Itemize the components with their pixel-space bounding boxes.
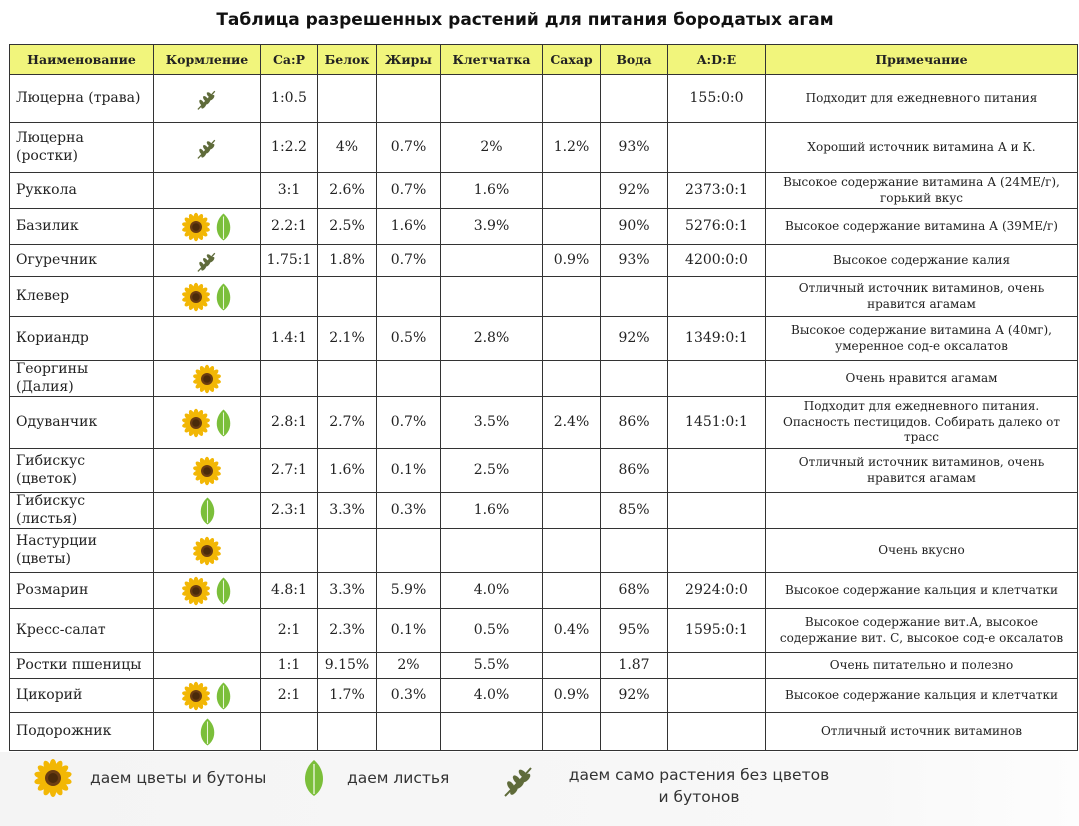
table-row <box>10 397 1078 449</box>
cell-ade <box>668 277 766 317</box>
cell-water: 92% <box>601 317 668 361</box>
cell-cap <box>261 361 318 397</box>
cell-protein <box>318 75 377 123</box>
cell-feeding <box>154 361 261 397</box>
cell-name: Люцерна (ростки) <box>10 123 154 173</box>
leaf-icon <box>212 218 235 234</box>
leaf-icon <box>212 687 235 703</box>
cell-water: 85% <box>601 493 668 529</box>
cell-water: 90% <box>601 209 668 245</box>
cell-fiber: 1.6% <box>441 493 543 529</box>
cell-water <box>601 361 668 397</box>
sunflower-icon <box>180 582 212 598</box>
cell-note: Высокое содержание витамина А (39МЕ/г) <box>766 209 1078 245</box>
table-row <box>10 209 1078 245</box>
cell-note: Высокое содержание витамина А (40мг), умеренное сод-е оксалатов <box>766 317 1078 361</box>
sprig-icon <box>193 139 221 155</box>
cell-protein <box>318 713 377 751</box>
cell-fiber: 2.5% <box>441 449 543 493</box>
sprig-icon <box>193 252 221 268</box>
cell-note: Подходит для ежедневного питания. Опасность пестицидов. Собирать далеко от трасс <box>766 397 1078 449</box>
cell-fat: 0.3% <box>377 679 441 713</box>
cell-cap: 1:1 <box>261 653 318 679</box>
cell-fiber: 2.8% <box>441 317 543 361</box>
cell-feeding <box>154 713 261 751</box>
header-name: Наименование <box>10 45 154 75</box>
cell-ade <box>668 529 766 573</box>
cell-ade <box>668 653 766 679</box>
cell-fiber: 3.5% <box>441 397 543 449</box>
sunflower-icon <box>180 218 212 234</box>
cell-note <box>766 493 1078 529</box>
cell-cap: 1.4:1 <box>261 317 318 361</box>
cell-feeding <box>154 609 261 653</box>
cell-name: Кориандр <box>10 317 154 361</box>
table-row <box>10 609 1078 653</box>
header-fiber: Клетчатка <box>441 45 543 75</box>
cell-protein: 2.7% <box>318 397 377 449</box>
cell-ade: 1451:0:1 <box>668 397 766 449</box>
cell-fiber: 1.6% <box>441 173 543 209</box>
cell-fiber: 3.9% <box>441 209 543 245</box>
table-row <box>10 679 1078 713</box>
sunflower-icon <box>191 370 223 386</box>
cell-fat: 0.5% <box>377 317 441 361</box>
cell-cap <box>261 529 318 573</box>
cell-feeding <box>154 653 261 679</box>
cell-feeding <box>154 449 261 493</box>
cell-sugar <box>543 493 601 529</box>
cell-ade: 1349:0:1 <box>668 317 766 361</box>
cell-sugar <box>543 361 601 397</box>
cell-fat: 0.1% <box>377 609 441 653</box>
cell-note: Высокое содержание калия <box>766 245 1078 277</box>
cell-cap: 2.3:1 <box>261 493 318 529</box>
cell-water: 86% <box>601 397 668 449</box>
cell-name: Розмарин <box>10 573 154 609</box>
cell-ade: 2924:0:0 <box>668 573 766 609</box>
cell-water <box>601 277 668 317</box>
cell-fat <box>377 713 441 751</box>
cell-water: 92% <box>601 679 668 713</box>
cell-water <box>601 75 668 123</box>
cell-ade <box>668 713 766 751</box>
sunflower-icon <box>32 758 74 798</box>
cell-sugar: 0.4% <box>543 609 601 653</box>
page-title: Таблица разрешенных растений для питания бородатых агам <box>216 10 834 30</box>
cell-feeding <box>154 209 261 245</box>
cell-fat: 0.7% <box>377 245 441 277</box>
cell-fiber <box>441 529 543 573</box>
cell-note: Высокое содержание кальция и клетчатки <box>766 573 1078 609</box>
sunflower-icon <box>180 288 212 304</box>
cell-note: Высокое содержание вит.А, высокое содержание вит. С, высокое сод-е оксалатов <box>766 609 1078 653</box>
cell-fiber: 4.0% <box>441 679 543 713</box>
sunflower-icon <box>180 414 212 430</box>
cell-fat <box>377 277 441 317</box>
cell-cap <box>261 277 318 317</box>
cell-fat <box>377 361 441 397</box>
cell-feeding <box>154 317 261 361</box>
cell-sugar: 0.9% <box>543 245 601 277</box>
cell-feeding <box>154 123 261 173</box>
cell-feeding <box>154 173 261 209</box>
sunflower-icon <box>180 687 212 703</box>
cell-fat: 1.6% <box>377 209 441 245</box>
cell-ade: 155:0:0 <box>668 75 766 123</box>
table-row <box>10 245 1078 277</box>
legend-plant <box>498 760 834 809</box>
table-row <box>10 173 1078 209</box>
cell-fiber <box>441 245 543 277</box>
cell-cap: 1:2.2 <box>261 123 318 173</box>
cell-note: Подходит для ежедневного питания <box>766 75 1078 123</box>
header-note: Примечание <box>766 45 1078 75</box>
table-row <box>10 361 1078 397</box>
cell-feeding <box>154 529 261 573</box>
table-row <box>10 653 1078 679</box>
cell-ade: 5276:0:1 <box>668 209 766 245</box>
cell-ade: 1595:0:1 <box>668 609 766 653</box>
legend-flower-label: даем цветы и бутоны <box>90 768 267 787</box>
cell-water <box>601 529 668 573</box>
cell-note: Отличный источник витаминов, очень нравится агамам <box>766 449 1078 493</box>
cell-feeding <box>154 679 261 713</box>
cell-ade: 2373:0:1 <box>668 173 766 209</box>
cell-fat: 2% <box>377 653 441 679</box>
cell-note: Хороший источник витамина А и К. <box>766 123 1078 173</box>
cell-sugar <box>543 573 601 609</box>
cell-protein <box>318 361 377 397</box>
cell-ade <box>668 679 766 713</box>
cell-sugar <box>543 277 601 317</box>
cell-fat <box>377 529 441 573</box>
cell-protein: 1.6% <box>318 449 377 493</box>
header-sugar: Сахар <box>543 45 601 75</box>
cell-cap: 2:1 <box>261 679 318 713</box>
cell-name: Люцерна (трава) <box>10 75 154 123</box>
cell-fat: 0.7% <box>377 123 441 173</box>
legend-leaf-label: даем листья <box>347 768 450 787</box>
cell-protein: 4% <box>318 123 377 173</box>
cell-fiber <box>441 713 543 751</box>
table-row <box>10 317 1078 361</box>
cell-note: Высокое содержание витамина А (24МЕ/г), горький вкус <box>766 173 1078 209</box>
table-row <box>10 449 1078 493</box>
leaf-icon <box>212 414 235 430</box>
leaf-icon <box>196 723 219 739</box>
cell-protein: 2.3% <box>318 609 377 653</box>
table-row <box>10 573 1078 609</box>
cell-ade <box>668 361 766 397</box>
cell-name: Цикорий <box>10 679 154 713</box>
cell-feeding <box>154 245 261 277</box>
cell-feeding <box>154 75 261 123</box>
cell-cap: 2.7:1 <box>261 449 318 493</box>
header-protein: Белок <box>318 45 377 75</box>
cell-cap: 2.8:1 <box>261 397 318 449</box>
cell-fiber <box>441 361 543 397</box>
cell-name: Гибискус (листья) <box>10 493 154 529</box>
cell-protein <box>318 529 377 573</box>
cell-protein: 2.5% <box>318 209 377 245</box>
leaf-icon <box>212 582 235 598</box>
cell-name: Настурции (цветы) <box>10 529 154 573</box>
cell-feeding <box>154 573 261 609</box>
cell-cap: 2.2:1 <box>261 209 318 245</box>
legend-plant-label: даем само растения без цветов и бутонов <box>568 766 830 807</box>
cell-feeding <box>154 397 261 449</box>
cell-sugar: 2.4% <box>543 397 601 449</box>
cell-cap: 3:1 <box>261 173 318 209</box>
cell-protein: 1.8% <box>318 245 377 277</box>
cell-protein: 1.7% <box>318 679 377 713</box>
cell-fat: 0.1% <box>377 449 441 493</box>
sunflower-icon <box>191 462 223 478</box>
table-row <box>10 713 1078 751</box>
cell-fiber <box>441 75 543 123</box>
cell-fiber: 0.5% <box>441 609 543 653</box>
cell-sugar: 0.9% <box>543 679 601 713</box>
leaf-icon <box>196 502 219 518</box>
cell-name: Одуванчик <box>10 397 154 449</box>
cell-fiber: 2% <box>441 123 543 173</box>
cell-water: 92% <box>601 173 668 209</box>
cell-feeding <box>154 493 261 529</box>
cell-name: Подорожник <box>10 713 154 751</box>
header-water: Вода <box>601 45 668 75</box>
cell-cap: 2:1 <box>261 609 318 653</box>
cell-sugar <box>543 529 601 573</box>
cell-sugar <box>543 449 601 493</box>
cell-fiber: 5.5% <box>441 653 543 679</box>
cell-protein <box>318 277 377 317</box>
cell-fat: 0.7% <box>377 173 441 209</box>
cell-fat: 0.7% <box>377 397 441 449</box>
cell-sugar <box>543 317 601 361</box>
cell-protein: 2.1% <box>318 317 377 361</box>
cell-sugar <box>543 653 601 679</box>
plants-table <box>9 44 1078 751</box>
cell-water: 93% <box>601 245 668 277</box>
header-feeding: Кормление <box>154 45 261 75</box>
cell-sugar <box>543 173 601 209</box>
legend-flower <box>32 758 266 798</box>
cell-water: 86% <box>601 449 668 493</box>
cell-fat: 0.3% <box>377 493 441 529</box>
cell-note: Отличный источник витаминов <box>766 713 1078 751</box>
cell-ade <box>668 449 766 493</box>
cell-name: Ростки пшеницы <box>10 653 154 679</box>
cell-note: Очень питательно и полезно <box>766 653 1078 679</box>
cell-name: Руккола <box>10 173 154 209</box>
cell-cap: 1.75:1 <box>261 245 318 277</box>
cell-water: 1.87 <box>601 653 668 679</box>
cell-water: 95% <box>601 609 668 653</box>
legend <box>0 752 1079 826</box>
cell-name: Георгины (Далия) <box>10 361 154 397</box>
cell-water: 68% <box>601 573 668 609</box>
cell-water: 93% <box>601 123 668 173</box>
cell-sugar <box>543 713 601 751</box>
leaf-icon <box>299 758 329 798</box>
cell-cap <box>261 713 318 751</box>
cell-fat <box>377 75 441 123</box>
cell-ade: 4200:0:0 <box>668 245 766 277</box>
cell-protein: 2.6% <box>318 173 377 209</box>
cell-fiber <box>441 277 543 317</box>
sunflower-icon <box>191 542 223 558</box>
cell-water <box>601 713 668 751</box>
header-ade: A:D:E <box>668 45 766 75</box>
cell-name: Базилик <box>10 209 154 245</box>
table-row <box>10 493 1078 529</box>
table-row <box>10 529 1078 573</box>
cell-sugar <box>543 75 601 123</box>
legend-leaf <box>299 758 449 798</box>
cell-ade <box>668 493 766 529</box>
cell-cap: 1:0.5 <box>261 75 318 123</box>
cell-sugar: 1.2% <box>543 123 601 173</box>
cell-name: Клевер <box>10 277 154 317</box>
header-fat: Жиры <box>377 45 441 75</box>
cell-name: Огуречник <box>10 245 154 277</box>
cell-protein: 3.3% <box>318 573 377 609</box>
cell-cap: 4.8:1 <box>261 573 318 609</box>
cell-sugar <box>543 209 601 245</box>
cell-protein: 3.3% <box>318 493 377 529</box>
cell-name: Гибискус (цветок) <box>10 449 154 493</box>
cell-name: Кресс-салат <box>10 609 154 653</box>
cell-ade <box>668 123 766 173</box>
cell-feeding <box>154 277 261 317</box>
sprig-icon <box>193 90 221 106</box>
table-row <box>10 75 1078 123</box>
cell-note: Очень нравится агамам <box>766 361 1078 397</box>
leaf-icon <box>212 288 235 304</box>
sprig-icon <box>498 760 540 800</box>
cell-protein: 9.15% <box>318 653 377 679</box>
cell-note: Отличный источник витаминов, очень нравится агамам <box>766 277 1078 317</box>
table-header-row <box>10 45 1078 75</box>
header-cap: Ca:P <box>261 45 318 75</box>
table-row <box>10 277 1078 317</box>
cell-fat: 5.9% <box>377 573 441 609</box>
cell-note: Высокое содержание кальция и клетчатки <box>766 679 1078 713</box>
cell-note: Очень вкусно <box>766 529 1078 573</box>
table-row <box>10 123 1078 173</box>
cell-fiber: 4.0% <box>441 573 543 609</box>
